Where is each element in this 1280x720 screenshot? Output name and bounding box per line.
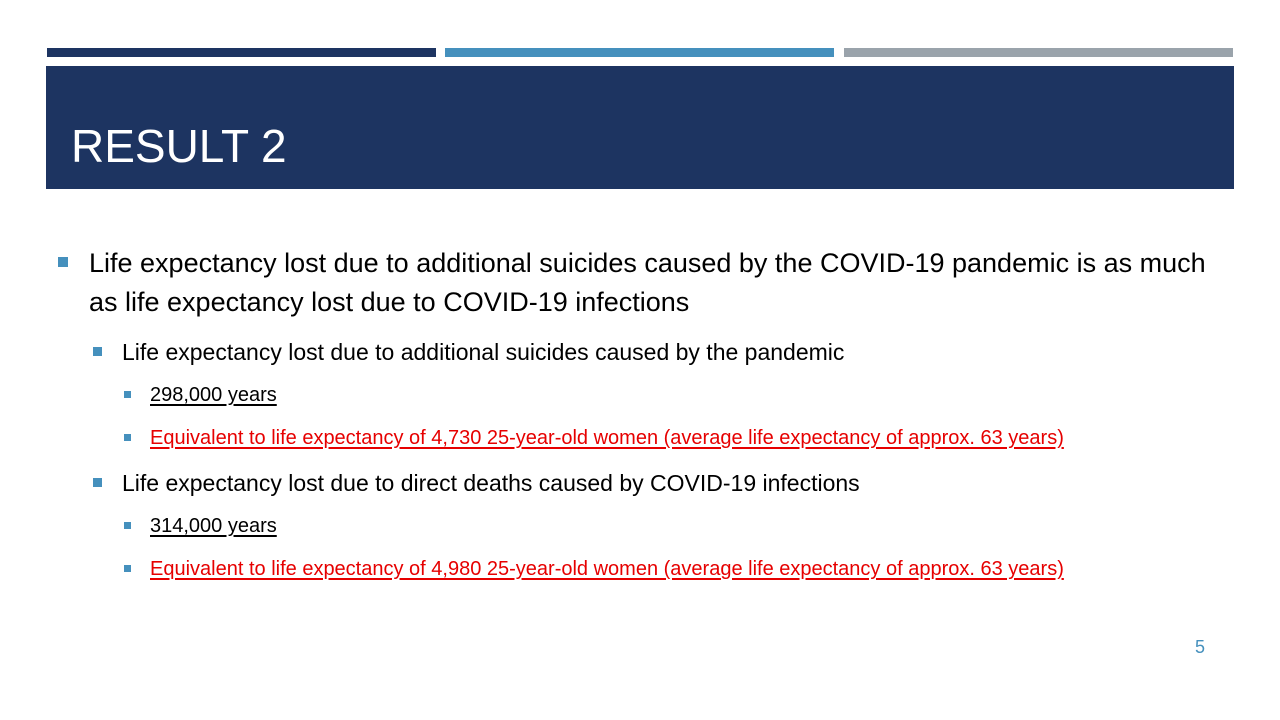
title-band	[46, 66, 1234, 189]
suicides-years-item	[56, 380, 1226, 410]
accent-bar-navy	[47, 48, 436, 57]
accent-bar-gray	[844, 48, 1233, 57]
infections-years-item	[56, 511, 1226, 541]
infections-equivalent-item	[56, 554, 1226, 584]
square-bullet-icon	[93, 347, 102, 356]
suicides-equivalent-text: Equivalent to life expectancy of 4,730 25-year-old women (average life expectancy of approx. 63 years)	[150, 427, 1064, 449]
accent-bar-blue	[445, 48, 834, 57]
sub-bullet-suicides	[56, 337, 1226, 367]
slide-title: RESULT 2	[71, 120, 287, 172]
infections-years-value: 314,000 years	[150, 515, 277, 537]
square-bullet-icon	[124, 434, 131, 441]
suicides-years-value: 298,000 years	[150, 384, 277, 406]
suicides-equivalent-item	[56, 423, 1226, 453]
square-bullet-icon	[124, 391, 131, 398]
main-bullet	[56, 244, 1224, 322]
square-bullet-icon	[93, 478, 102, 487]
slide-content	[56, 244, 1226, 584]
infections-equivalent-text: Equivalent to life expectancy of 4,980 25-year-old women (average life expectancy of approx. 63 years)	[150, 558, 1064, 580]
square-bullet-icon	[124, 565, 131, 572]
square-bullet-icon	[58, 257, 68, 267]
page-number: 5	[1195, 637, 1206, 657]
sub-bullet-suicides-text: Life expectancy lost due to additional suicides caused by the pandemic	[122, 339, 845, 365]
sub-bullet-infections-text: Life expectancy lost due to direct deaths caused by COVID-19 infections	[122, 470, 860, 496]
square-bullet-icon	[124, 522, 131, 529]
main-bullet-text: Life expectancy lost due to additional suicides caused by the COVID-19 pandemic is as much as life expectancy lost due to COVID-19 infections	[89, 248, 1206, 317]
sub-bullet-infections	[56, 468, 1226, 498]
